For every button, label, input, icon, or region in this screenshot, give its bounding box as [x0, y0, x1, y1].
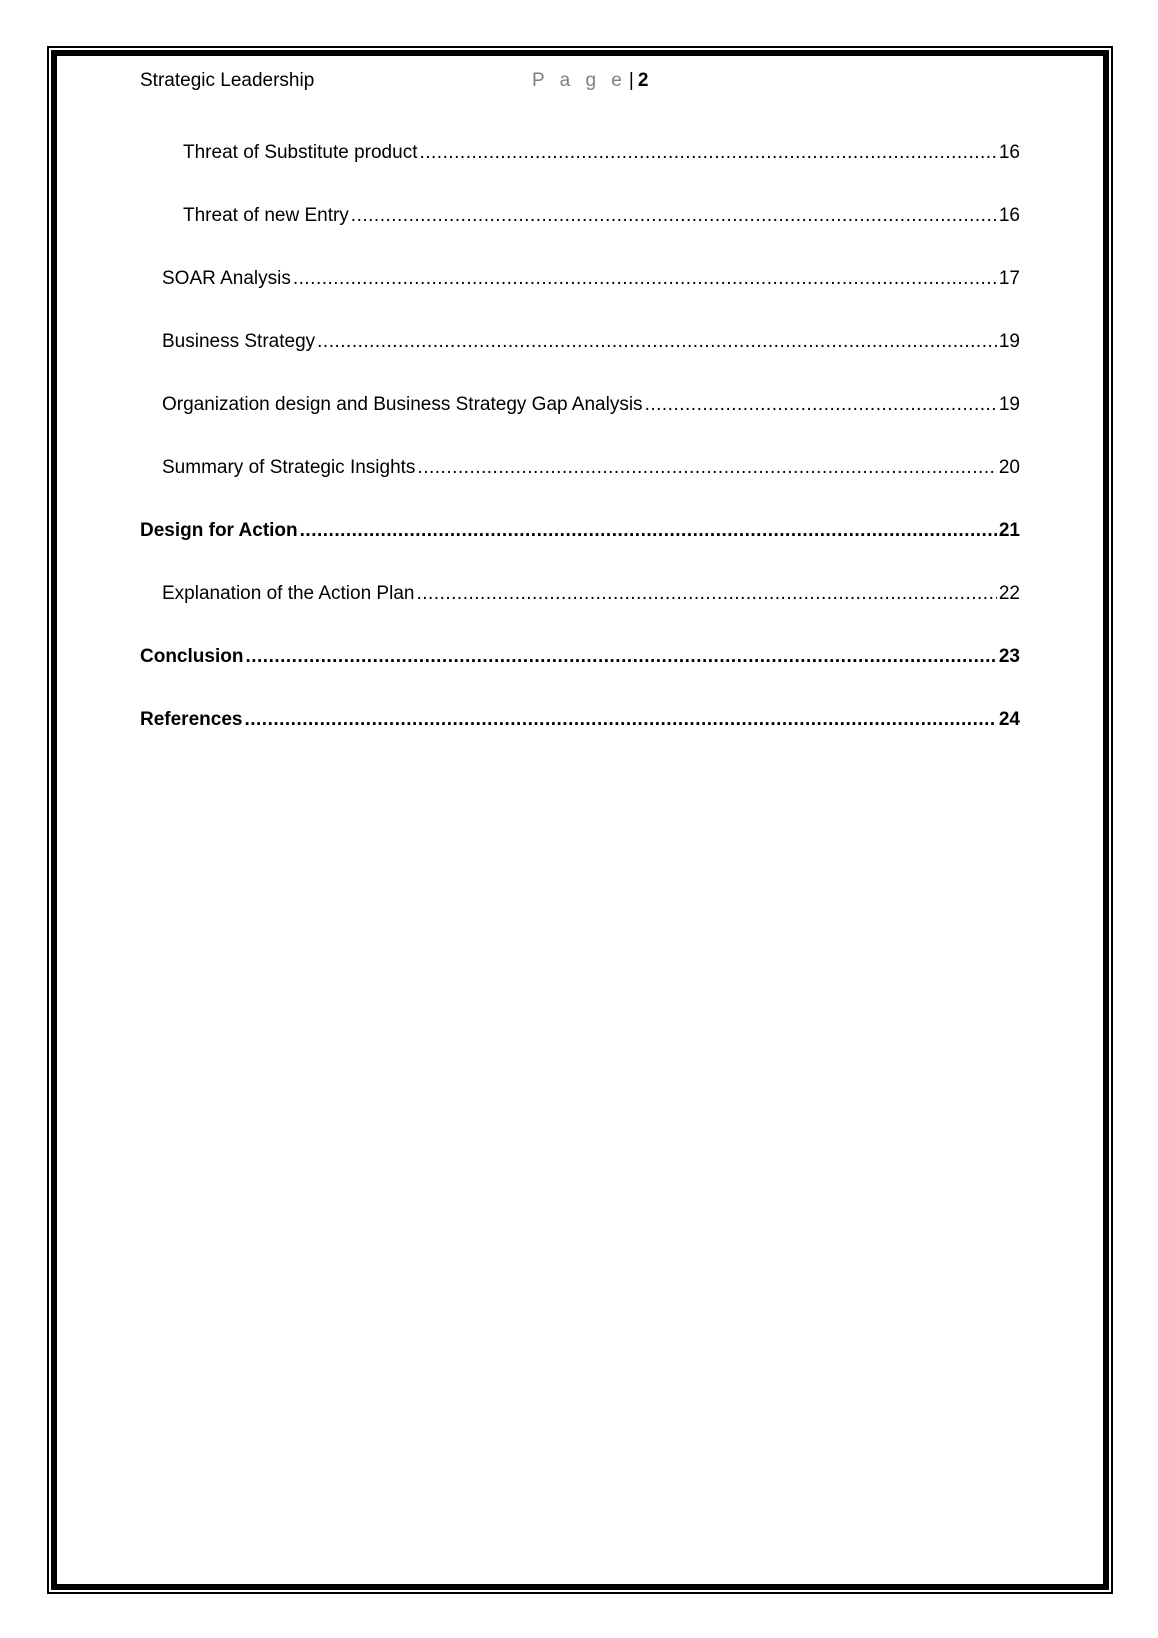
toc-entry-page: 21	[998, 520, 1020, 541]
toc-entry-label: Design for Action	[140, 520, 298, 541]
page-label: P a g e	[532, 70, 627, 91]
toc-entry-page: 16	[998, 205, 1020, 226]
toc-entry-label: Business Strategy	[162, 331, 316, 352]
toc-dot-leader	[351, 203, 997, 229]
toc-entry-summary-of-strategic-insights[interactable]	[162, 455, 1020, 481]
toc-dot-leader	[244, 707, 996, 733]
toc-entry-label: Conclusion	[140, 646, 244, 667]
toc-entry-page: 24	[998, 709, 1020, 730]
toc-entry-label: Threat of Substitute product	[183, 142, 418, 163]
toc-entry-page: 23	[998, 646, 1020, 667]
toc-entry-label: SOAR Analysis	[162, 268, 291, 289]
page-indicator	[532, 70, 648, 92]
toc-entry-threat-of-substitute-product[interactable]	[183, 140, 1020, 166]
toc-dot-leader	[416, 581, 996, 607]
toc-dot-leader	[417, 455, 996, 481]
page-separator: |	[628, 70, 634, 91]
toc-dot-leader	[419, 140, 996, 166]
toc-entry-page: 19	[998, 331, 1020, 352]
toc-entry-page: 17	[998, 268, 1020, 289]
page-number: 2	[637, 70, 649, 91]
toc-entry-conclusion[interactable]	[140, 644, 1020, 670]
toc-entry-design-for-action[interactable]	[140, 518, 1020, 544]
toc-entry-page: 22	[998, 583, 1020, 604]
toc-dot-leader	[245, 644, 996, 670]
toc-entry-soar-analysis[interactable]	[162, 266, 1020, 292]
toc-dot-leader	[645, 392, 997, 418]
toc-dot-leader	[293, 266, 997, 292]
toc-entry-gap-analysis[interactable]	[162, 392, 1020, 418]
toc-entry-label: Summary of Strategic Insights	[162, 457, 416, 478]
toc-entry-label: Explanation of the Action Plan	[162, 583, 415, 604]
toc-entry-page: 16	[998, 142, 1020, 163]
toc-entry-explanation-of-action-plan[interactable]	[162, 581, 1020, 607]
toc-entry-references[interactable]	[140, 707, 1020, 733]
toc-entry-business-strategy[interactable]	[162, 329, 1020, 355]
toc-entry-threat-of-new-entry[interactable]	[183, 203, 1020, 229]
toc-dot-leader	[317, 329, 997, 355]
toc-entry-label: Threat of new Entry	[183, 205, 349, 226]
toc-dot-leader	[300, 518, 997, 544]
toc-entry-page: 20	[998, 457, 1020, 478]
toc-entry-page: 19	[998, 394, 1020, 415]
document-title: Strategic Leadership	[140, 70, 315, 91]
toc-entry-label: Organization design and Business Strategy Gap Analysis	[162, 394, 643, 415]
toc-entry-label: References	[140, 709, 243, 730]
page-header	[140, 70, 1020, 96]
